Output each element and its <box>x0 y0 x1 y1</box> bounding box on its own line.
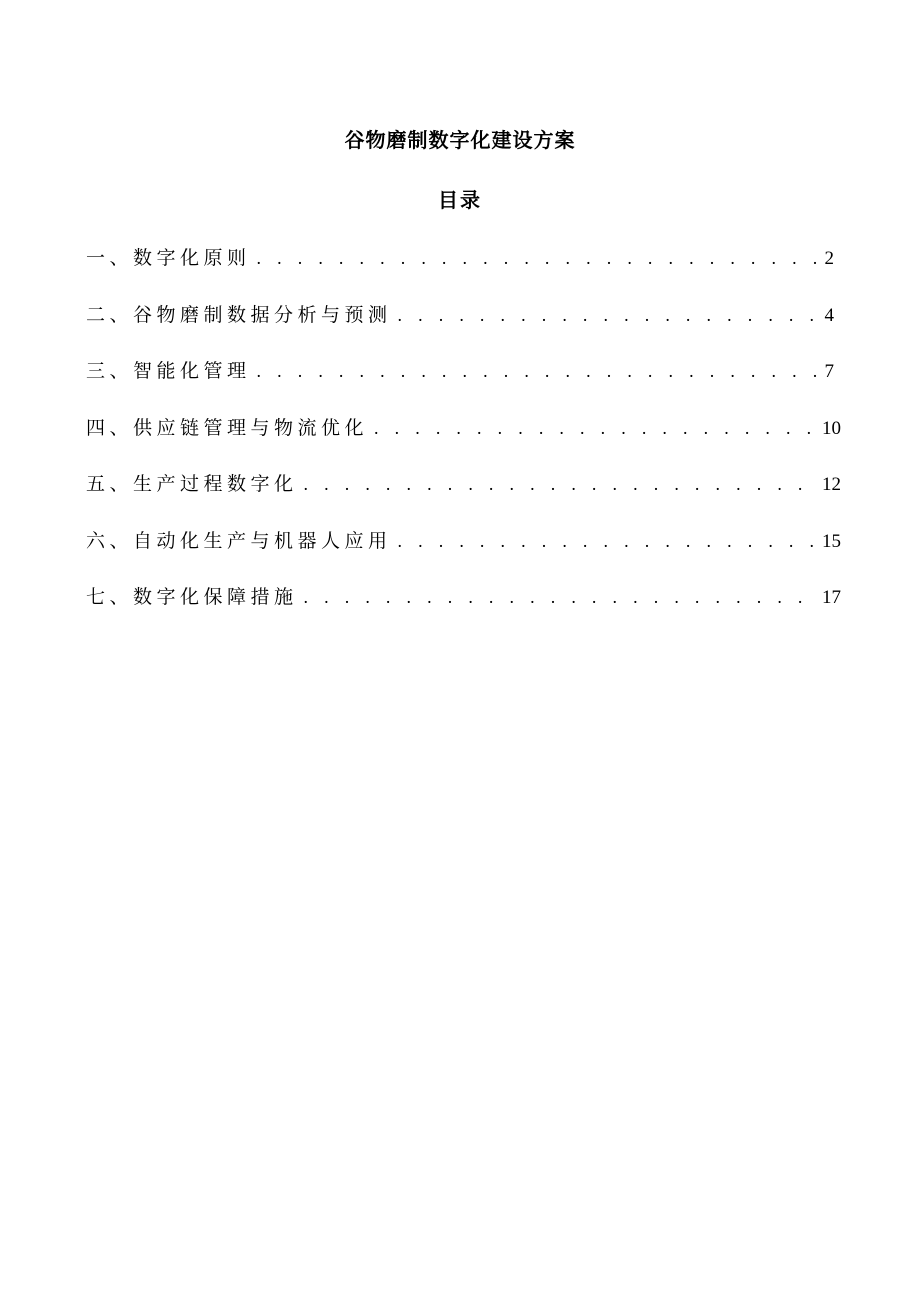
toc-dot-leader <box>257 353 818 389</box>
toc-entry-6[interactable] <box>86 523 841 580</box>
toc-entry-label: 六、自动化生产与机器人应用 <box>86 529 392 552</box>
toc-entry-label: 四、供应链管理与物流优化 <box>86 416 369 439</box>
toc-dot-leader <box>398 297 818 333</box>
toc-entry-label: 三、智能化管理 <box>86 360 251 382</box>
toc-entry-page: 15 <box>822 530 841 552</box>
table-of-contents <box>86 240 841 636</box>
toc-entry-page: 2 <box>824 248 834 269</box>
toc-dot-leader <box>304 579 818 615</box>
toc-entry-page: 7 <box>824 361 834 382</box>
toc-entry-page: 17 <box>822 587 841 608</box>
toc-entry-2[interactable] <box>86 297 834 354</box>
toc-entry-page: 12 <box>822 474 841 495</box>
toc-entry-label: 二、谷物磨制数据分析与预测 <box>86 303 392 326</box>
toc-entry-4[interactable] <box>86 410 841 467</box>
toc-dot-leader <box>398 523 818 559</box>
toc-heading: 目录 <box>438 188 482 212</box>
toc-dot-leader <box>257 240 818 276</box>
toc-entry-3[interactable] <box>86 353 834 410</box>
document-title: 谷物磨制数字化建设方案 <box>344 128 576 152</box>
toc-entry-page: 10 <box>822 417 841 439</box>
toc-entry-label: 七、数字化保障措施 <box>86 586 298 608</box>
toc-dot-leader <box>374 410 818 446</box>
toc-entry-1[interactable] <box>86 240 834 297</box>
toc-entry-label: 一、数字化原则 <box>86 247 251 269</box>
toc-entry-label: 五、生产过程数字化 <box>86 473 298 495</box>
toc-entry-7[interactable] <box>86 579 841 636</box>
toc-entry-page: 4 <box>824 304 834 326</box>
toc-entry-5[interactable] <box>86 466 841 523</box>
toc-dot-leader <box>304 466 818 502</box>
